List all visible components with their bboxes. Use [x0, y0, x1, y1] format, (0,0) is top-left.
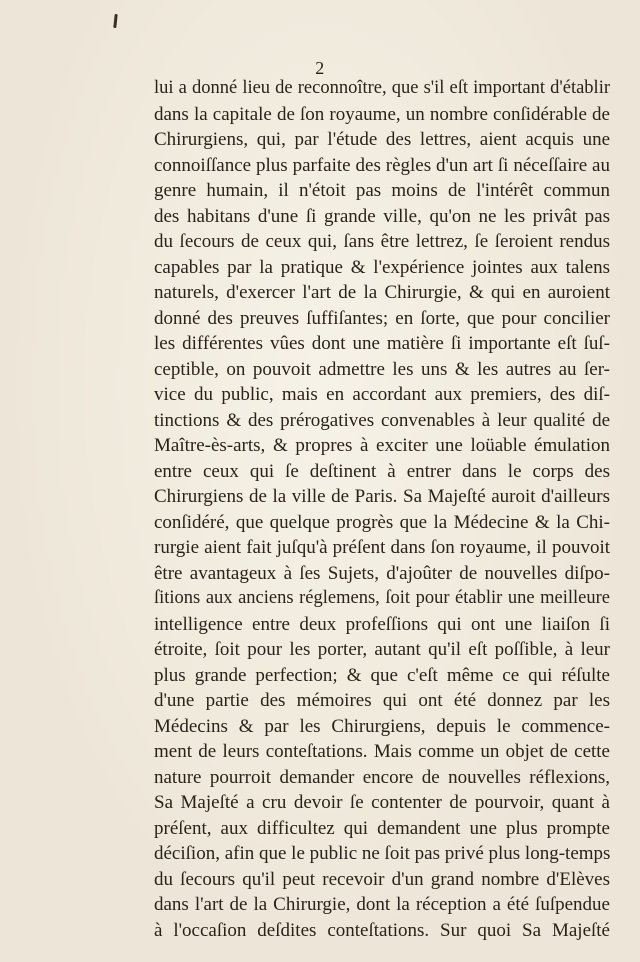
text-line: plus grande perfection; & que c'eſt même ce qui réſulte: [154, 664, 610, 686]
text-line: ſitions aux anciens réglemens, ſoit pour établir une meilleure: [154, 588, 610, 608]
text-line: Médecins & par les Chirurgiens, depuis le commence-: [154, 715, 610, 737]
text-line: lui a donné lieu de reconnoître, que s'il eſt important d'établir: [154, 78, 610, 98]
page-number: 2: [315, 58, 325, 78]
text-line: Chirurgiens de la ville de Paris. Sa Majeſté auroit d'ailleurs: [154, 486, 610, 507]
text-line: nature pourroit demander encore de nouvelles réflexions,: [154, 766, 610, 788]
text-line: être avantageux à ſes Sujets, d'ajoûter de nouvelles diſpo-: [154, 562, 610, 584]
text-line: capables par la pratique & l'expérience jointes aux talens: [154, 256, 610, 278]
text-line: naturels, d'exercer l'art de la Chirurgie, & qui en auroient: [154, 282, 610, 303]
text-line: Chirurgiens, qui, par l'étude des lettres, aient acquis une: [154, 129, 610, 150]
text-line: du ſecours de ceux qui, ſans être lettrez, ſe ſeroient rendus: [154, 231, 610, 252]
text-line: d'une partie des mémoires qui ont été donnez par les: [154, 690, 610, 711]
text-line: entre ceux qui ſe deſtinent à entrer dans le corps des: [154, 460, 610, 482]
text-line: genre humain, il n'étoit pas moins de l'intérêt commun: [154, 180, 610, 201]
ink-mark: [113, 14, 117, 28]
text-line: ceptible, on pouvoit admettre les uns & les autres au ſer-: [154, 358, 610, 380]
text-line: Maître-ès-arts, & propres à exciter une loüable émulation: [154, 435, 610, 456]
text-line: étroite, ſoit pour les porter, autant qu'il eſt poſſible, à leur: [154, 639, 610, 660]
text-line: préſent, aux difficultez qui demandent une plus prompte: [154, 817, 610, 839]
body-text: [154, 76, 610, 943]
text-line: à l'occaſion deſdites conteſtations. Sur quoi Sa Majeſté: [154, 919, 610, 941]
text-line: intelligence entre deux profeſſions qui ont une liaiſon ſi: [154, 613, 610, 635]
text-line: dans l'art de la Chirurgie, dont la réception a été ſuſpendue: [154, 894, 610, 915]
text-line: ment de leurs conteſtations. Mais comme un objet de cette: [154, 741, 610, 762]
text-line: des habitans d'une ſi grande ville, qu'on ne les privât pas: [154, 205, 610, 227]
text-line: donné des preuves ſuffiſantes; en ſorte, que pour concilier: [154, 307, 610, 329]
text-line: du ſecours qu'il peut recevoir d'un grand nombre d'Elèves: [154, 868, 610, 890]
text-line: conſidéré, que quelque progrès que la Médecine & la Chi-: [154, 511, 610, 533]
text-line: Sa Majeſté a cru devoir ſe contenter de pourvoir, quant à: [154, 792, 610, 813]
text-line: dans la capitale de ſon royaume, un nombre conſidérable de: [154, 103, 610, 125]
text-line: rurgie aient fait juſqu'à préſent dans ſon royaume, il pouvoit: [154, 537, 610, 558]
text-line: tinctions & des prérogatives convenables à leur qualité de: [154, 409, 610, 431]
text-line: déciſion, afin que le public ne ſoit pas privé plus long-temps: [154, 843, 610, 864]
text-line: vice du public, mais en accordant aux premiers, des diſ-: [154, 384, 610, 405]
text-line: connoiſſance plus parfaite des règles d'un art ſi néceſſaire au: [154, 154, 610, 176]
text-line: les différentes vûes dont une matière ſi importante eſt ſuſ-: [154, 333, 610, 354]
